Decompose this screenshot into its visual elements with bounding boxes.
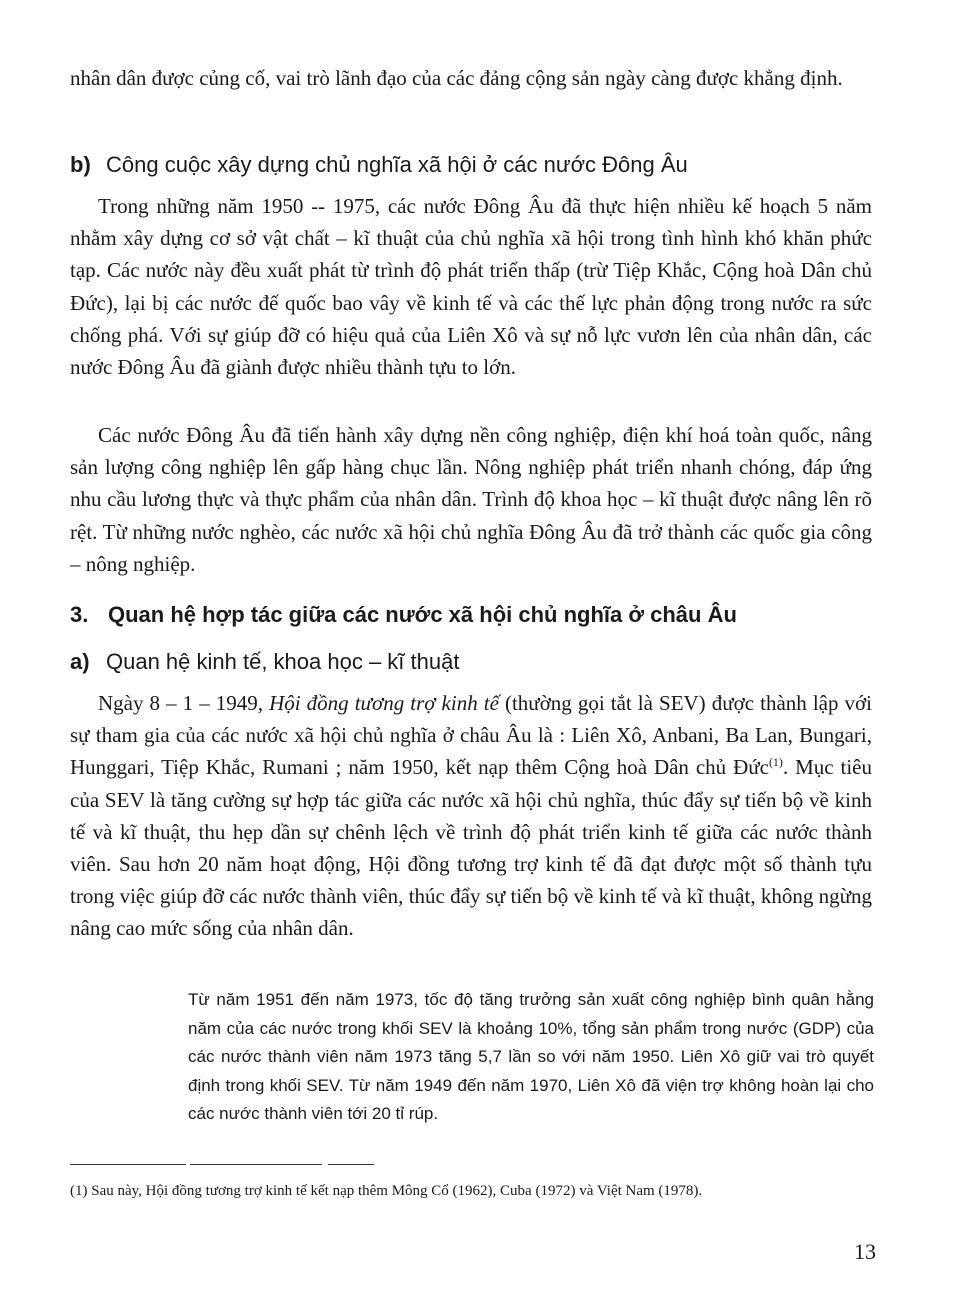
heading-section-a-number: a) (70, 649, 90, 674)
paragraph-sev-middle: (thường gọi tắt là SEV) được thành lập với sự tham gia của các nước xã hội chủ nghĩa ở châu Âu là : Liên Xô, Anbani, Ba Lan, Bungari, Hunggari, Tiệp Khắc, Rumani ; năm 1950, kết nạp thêm Cộng hoà Dân chủ Đức (70, 691, 872, 780)
heading-section-b (70, 150, 890, 180)
footnote-divider-3 (328, 1164, 374, 1165)
footnote-divider (70, 1164, 186, 1165)
paragraph-sev-start: Ngày 8 – 1 – 1949, (98, 691, 270, 715)
sev-name-italic: Hội đồng tương trợ kinh tế (269, 691, 499, 715)
heading-section-3 (70, 600, 890, 630)
supplementary-note: Từ năm 1951 đến năm 1973, tốc độ tăng trưởng sản xuất công nghiệp bình quân hằng năm của các nước trong khối SEV là khoảng 10%, tổng sản phẩm trong nước (GDP) của các nước thành viên năm 1973 tăng 5,7 lần so với năm 1950. Liên Xô giữ vai trò quyết định trong khối SEV. Từ năm 1949 đến năm 1970, Liên Xô đã viện trợ không hoàn lại cho các nước thành viên tới 20 tỉ rúp. (188, 990, 874, 1124)
paragraph-continuation: nhân dân được củng cố, vai trò lãnh đạo của các đảng cộng sản ngày càng được khẳng định. (70, 66, 843, 90)
heading-section-a-title: Quan hệ kinh tế, khoa học – kĩ thuật (106, 649, 460, 674)
heading-section-3-number: 3. (70, 602, 89, 627)
paragraph-eastern-europe-plans: Trong những năm 1950 -- 1975, các nước Đông Âu đã thực hiện nhiều kế hoạch 5 năm nhằm xây dựng cơ sở vật chất – kĩ thuật của chủ nghĩa xã hội trong tình hình khó khăn phức tạp. Các nước này đều xuất phát từ trình độ phát triển thấp (trừ Tiệp Khắc, Cộng hoà Dân chủ Đức), lại bị các nước đế quốc bao vây về kinh tế và các thế lực phản động trong nước ra sức chống phá. Với sự giúp đỡ có hiệu quả của Liên Xô và sự nỗ lực vươn lên của nhân dân, các nước Đông Âu đã giành được nhiều thành tựu to lớn. (70, 194, 872, 380)
footnote-divider-2 (190, 1164, 322, 1165)
heading-section-3-title: Quan hệ hợp tác giữa các nước xã hội chủ nghĩa ở châu Âu (108, 602, 737, 627)
heading-section-b-title: Công cuộc xây dựng chủ nghĩa xã hội ở các nước Đông Âu (106, 152, 688, 177)
heading-section-a (70, 647, 890, 677)
paragraph-sev-end: . Mục tiêu của SEV là tăng cường sự hợp tác giữa các nước xã hội chủ nghĩa, thúc đẩy sự tiến bộ về kinh tế và kĩ thuật, thu hẹp dần sự chênh lệch về trình độ phát triển kinh tế giữa các nước thành viên. Sau hơn 20 năm hoạt động, Hội đồng tương trợ kinh tế đã đạt được một số thành tựu trong việc giúp đỡ các nước thành viên, thúc đẩy sự tiến bộ về kinh tế và kĩ thuật, không ngừng nâng cao mức sống của nhân dân. (70, 755, 872, 941)
paragraph-eastern-europe-achievements: Các nước Đông Âu đã tiến hành xây dựng nền công nghiệp, điện khí hoá toàn quốc, nâng sản lượng công nghiệp lên gấp hàng chục lần. Nông nghiệp phát triển nhanh chóng, đáp ứng nhu cầu lương thực và thực phẩm của nhân dân. Trình độ khoa học – kĩ thuật được nâng lên rõ rệt. Từ những nước nghèo, các nước xã hội chủ nghĩa Đông Âu đã trở thành các quốc gia công – nông nghiệp. (70, 423, 872, 576)
footnote: (1) Sau này, Hội đồng tương trợ kinh tế kết nạp thêm Mông Cổ (1962), Cuba (1972) và Việt Nam (1978). (70, 1183, 703, 1199)
footnote-reference: (1) (768, 755, 783, 770)
heading-section-b-number: b) (70, 152, 91, 177)
page-number: 13 (854, 1239, 876, 1264)
paragraph-sev (70, 687, 872, 945)
